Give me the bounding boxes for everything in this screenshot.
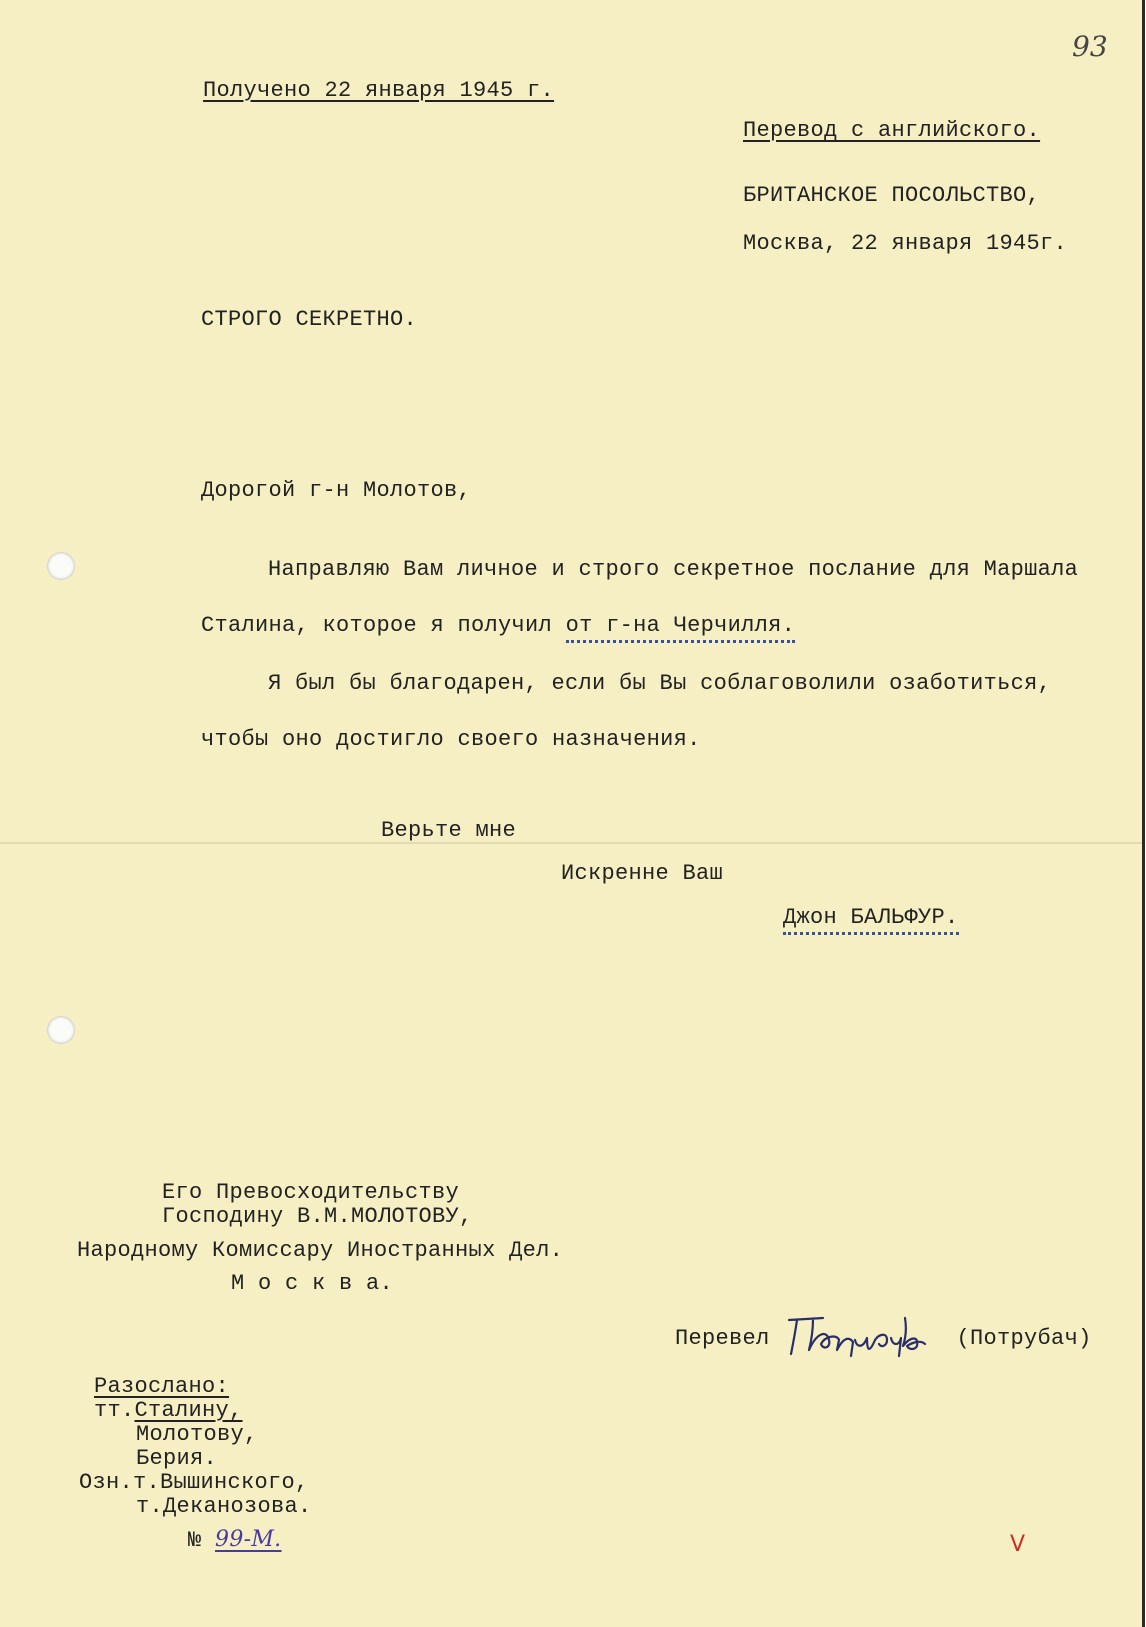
closing-believe-me: Верьте мне [381, 818, 517, 843]
place-date: Москва, 22 января 1945г. [743, 231, 1068, 256]
translator-label: Перевел [675, 1326, 770, 1351]
distribution-prefix: тт. [94, 1398, 135, 1423]
body-line-2 [201, 613, 795, 638]
closing-sincerely: Искренне Ваш [561, 861, 724, 886]
distribution-title: Разослано: [94, 1374, 230, 1399]
translator-signature [783, 1310, 943, 1360]
punch-hole-top [47, 552, 75, 580]
distribution-stalin: Сталину, [134, 1398, 243, 1423]
received-stamp: Получено 22 января 1945 г. [203, 78, 555, 103]
body-line-2-text: Сталина, которое я получил [201, 613, 566, 638]
distribution-line-1 [94, 1398, 243, 1423]
translator-line [675, 1310, 1092, 1360]
translation-note: Перевод с английского. [743, 118, 1041, 143]
punch-hole-bottom [47, 1016, 75, 1044]
distribution-line-5: т.Деканозова. [136, 1494, 312, 1519]
signature-name-text: Джон БАЛЬФУР. [783, 905, 959, 935]
embassy-heading: БРИТАНСКОЕ ПОСОЛЬСТВО, [743, 183, 1041, 208]
number-value: 99-М. [215, 1527, 282, 1552]
distribution-line-3: Берия. [136, 1446, 218, 1471]
document-number [188, 1527, 281, 1553]
address-line-3: Народному Комиссару Иностранных Дел. [77, 1238, 564, 1263]
address-line-4: М о с к в а. [231, 1271, 394, 1296]
distribution-line-4: Озн.т.Вышинского, [79, 1470, 309, 1495]
salutation: Дорогой г-н Молотов, [201, 478, 472, 503]
body-line-1: Направляю Вам личное и строго секретное послание для Маршала [268, 557, 1079, 582]
body-line-4: чтобы оно достигло своего назначения. [201, 727, 701, 752]
churchill-reference: от г-на Черчилля. [566, 613, 796, 643]
fold-crease [0, 842, 1142, 844]
number-label: № [188, 1528, 202, 1553]
page-number: 93 [1072, 30, 1108, 63]
red-check-mark: V [1010, 1532, 1026, 1557]
classification: СТРОГО СЕКРЕТНО. [201, 307, 418, 332]
body-line-3: Я был бы благодарен, если бы Вы соблаговолили озаботиться, [268, 671, 1052, 696]
signature-name [783, 905, 959, 930]
distribution-line-2: Молотову, [136, 1422, 258, 1447]
address-line-1: Его Превосходительству [162, 1180, 460, 1205]
translator-name: (Потрубач) [956, 1326, 1092, 1351]
address-line-2: Господину В.М.МОЛОТОВУ, [162, 1204, 473, 1229]
